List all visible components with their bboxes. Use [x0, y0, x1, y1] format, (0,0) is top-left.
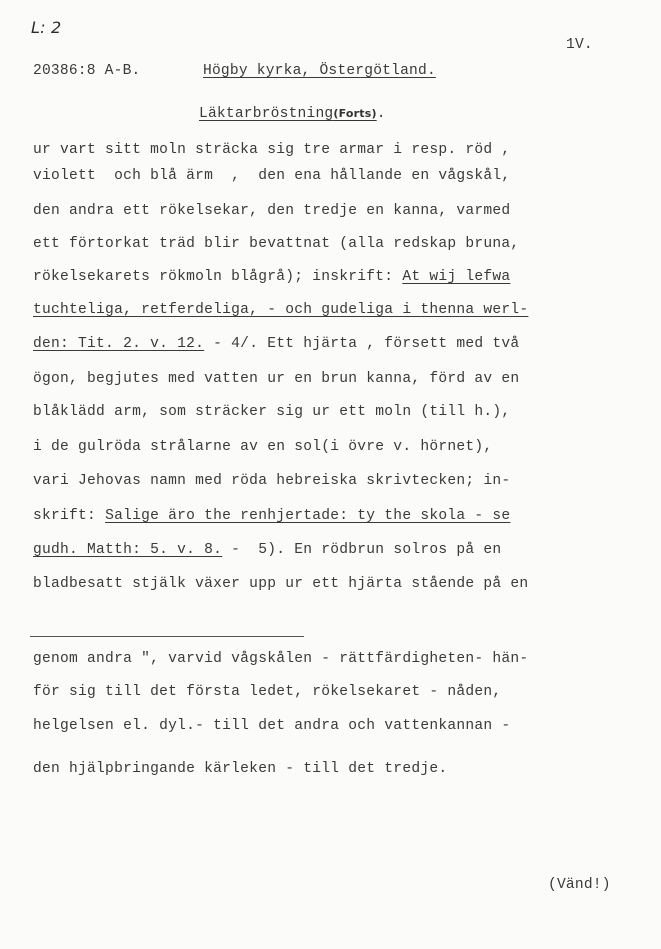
text-line: [33, 334, 519, 354]
text-line: bladbesatt stjälk växer upp ur ett hjärta stående på en: [33, 576, 529, 592]
text-line: i de gulröda strålarne av en sol(i övre v. hörnet),: [33, 439, 493, 455]
section-title-period: .: [376, 106, 386, 122]
inscription-text: Salige äro the renhjertade: ty the skola - se: [105, 508, 511, 524]
inscription-text: gudh. Matth: 5. v. 8.: [33, 542, 223, 558]
section-title-main: Läktarbröstning: [199, 106, 334, 122]
text-line: ögon, begjutes med vatten ur en brun kanna, förd av en: [33, 371, 520, 387]
section-divider: [30, 636, 304, 637]
text-line: [33, 540, 501, 560]
inscription-text: den: Tit. 2. v. 12.: [33, 336, 205, 352]
text-segment: rökelsekarets rökmoln blågrå); inskrift:: [33, 269, 403, 285]
inscription-line: tuchteliga, retferdeliga, - och gudeliga i thenna werl-: [33, 302, 529, 318]
text-line: blåklädd arm, som sträcker sig ur ett moln (till h.),: [33, 404, 511, 420]
text-segment: skrift:: [33, 508, 106, 524]
text-line: [33, 506, 510, 526]
inscription-text: At wij lefwa: [402, 269, 511, 285]
section-title-continuation: (Forts): [333, 107, 377, 120]
text-line: helgelsen el. dyl.- till det andra och vattenkannan -: [33, 718, 511, 734]
text-line: ur vart sitt moln sträcka sig tre armar i resp. röd ,: [33, 142, 511, 158]
handwritten-mark: L: 2: [31, 18, 62, 37]
text-line: vari Jehovas namn med röda hebreiska skrivtecken; in-: [33, 473, 511, 489]
text-line: den andra ett rökelsekar, den tredje en kanna, varmed: [33, 203, 511, 219]
text-line: [33, 267, 510, 287]
text-segment: - 4/. Ett hjärta , försett med två: [204, 336, 520, 352]
text-segment: - 5). En rödbrun solros på en: [222, 542, 502, 558]
page-number: 1V.: [566, 37, 593, 53]
text-line: genom andra ", varvid vågskålen - rättfärdigheten- hän-: [33, 651, 529, 667]
text-line: för sig till det första ledet, rökelsekaret - nåden,: [33, 684, 502, 700]
location-title: Högby kyrka, Östergötland.: [203, 63, 436, 79]
catalog-number: 20386:8 A-B.: [33, 63, 141, 79]
text-line: den hjälpbringande kärleken - till det tredje.: [33, 761, 448, 777]
text-line: ett förtorkat träd blir bevattnat (alla redskap bruna,: [33, 236, 520, 252]
section-title: [199, 104, 386, 124]
turn-over-note: (Vänd!): [548, 877, 611, 893]
text-line: violett och blå ärm , den ena hållande en vågskål,: [33, 168, 511, 184]
